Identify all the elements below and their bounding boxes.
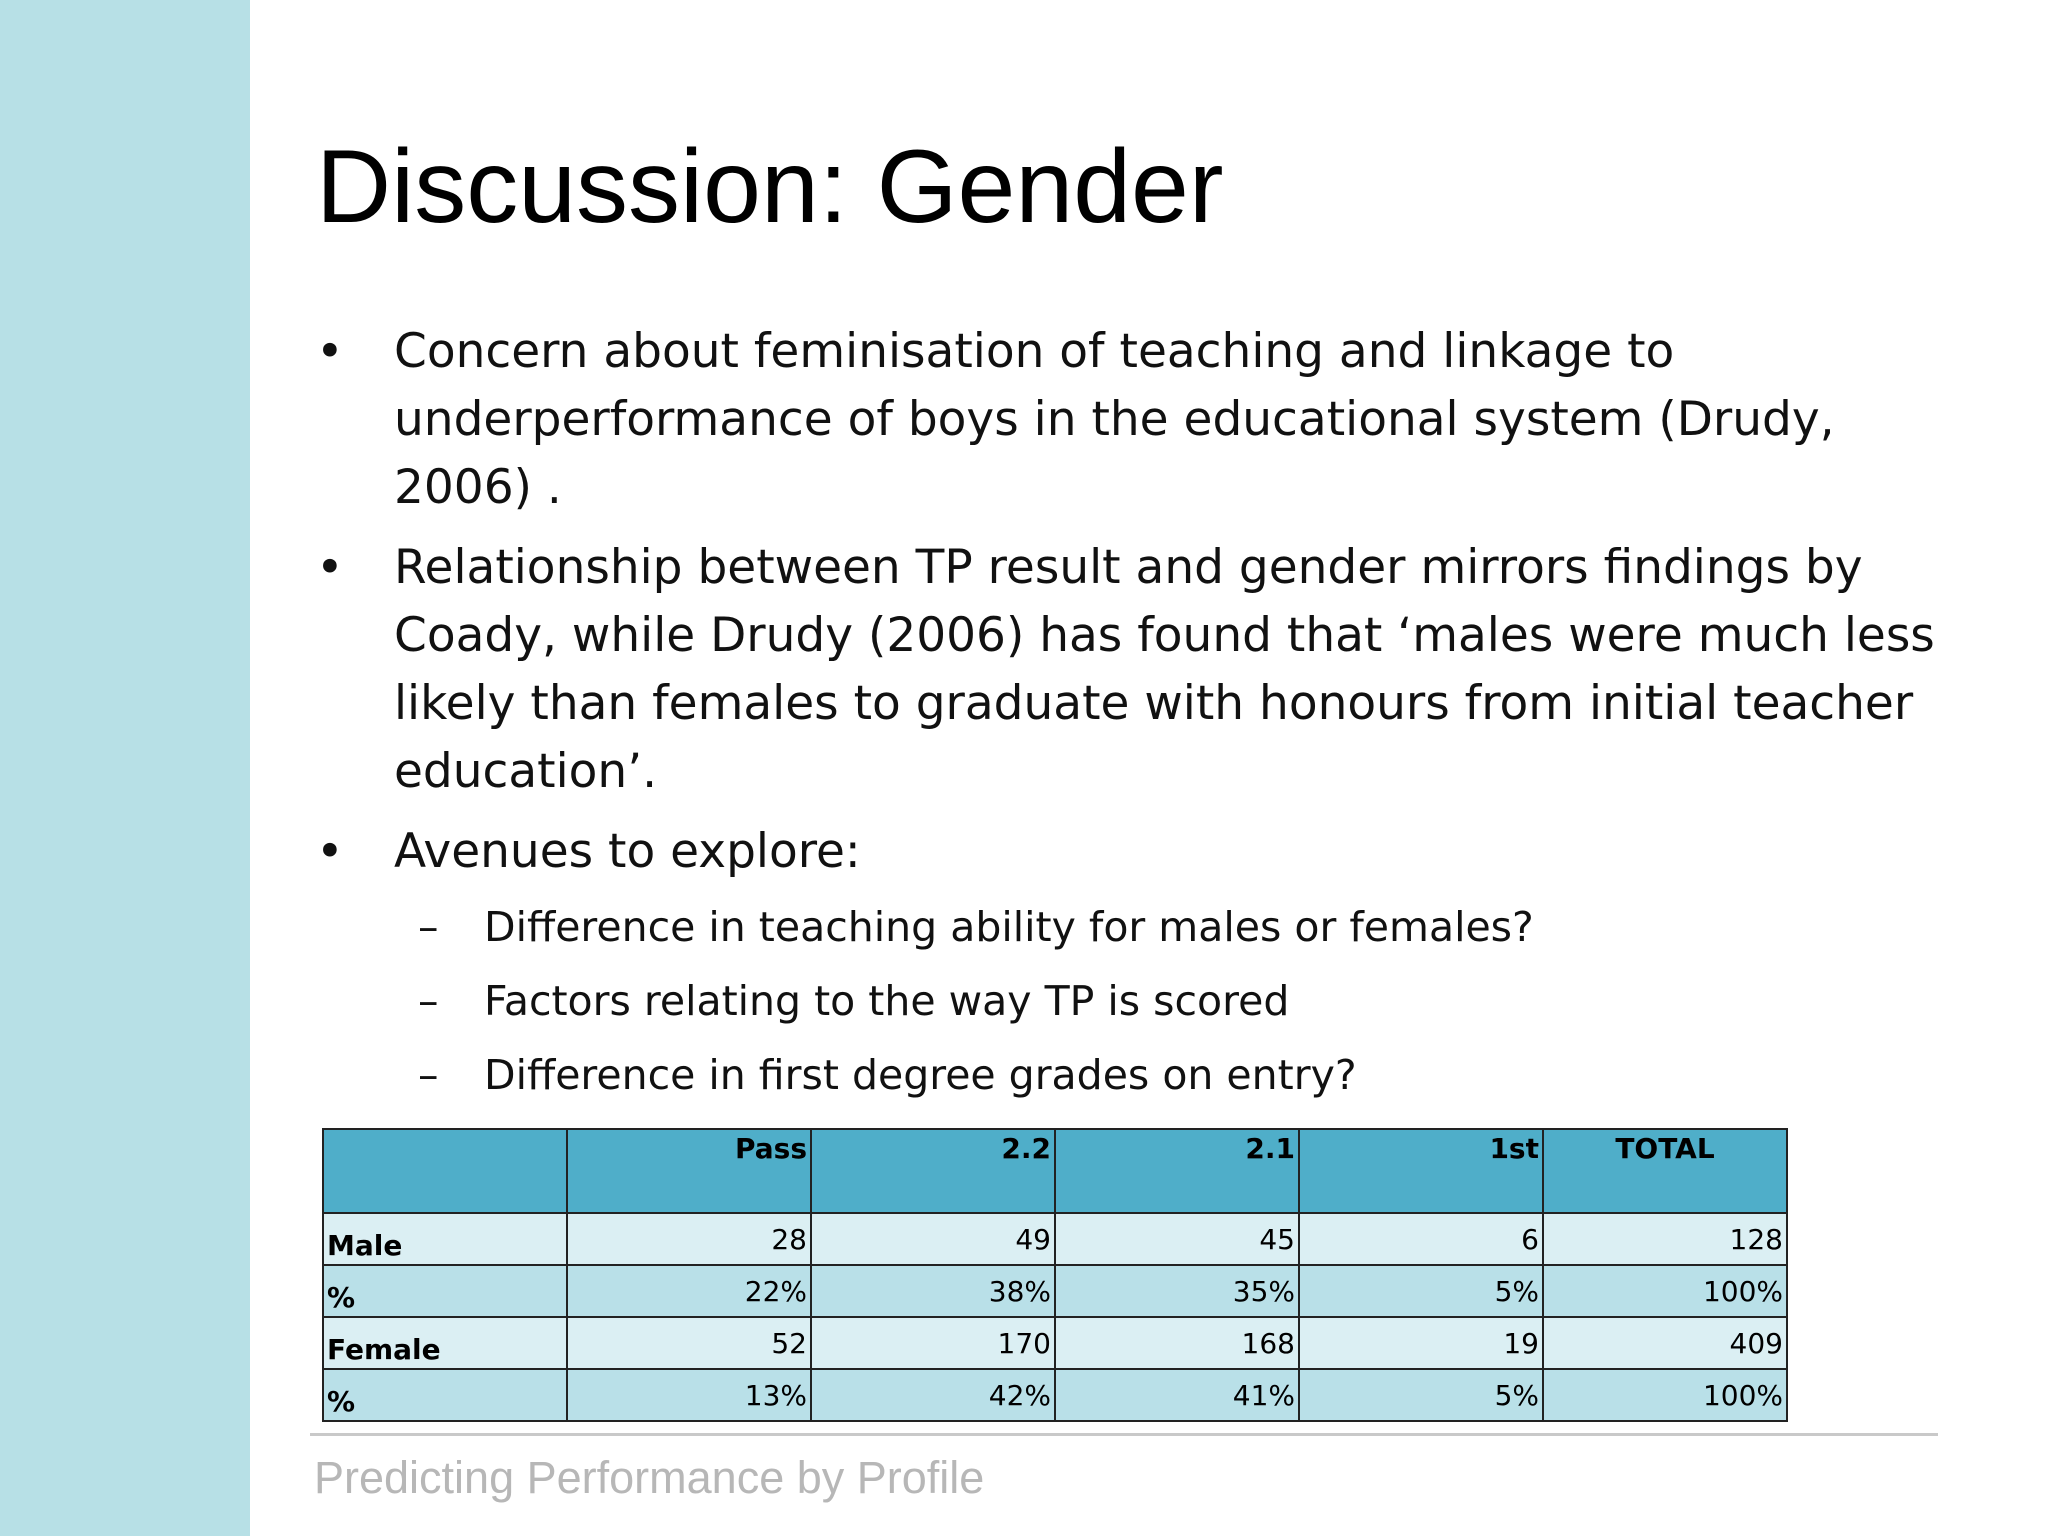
sidebar-accent-bar bbox=[0, 0, 250, 1536]
slide-title: Discussion: Gender bbox=[316, 129, 1224, 245]
sub-bullet-text: Factors relating to the way TP is scored bbox=[484, 977, 1290, 1025]
bullet-text: Relationship between TP result and gender mirrors findings by Coady, while Drudy (2006) has found that ‘males were much less likely than females to graduate with honours from initial teacher education’. bbox=[394, 540, 1935, 799]
table-cell: 409 bbox=[1543, 1317, 1787, 1369]
table-cell: 28 bbox=[567, 1213, 811, 1265]
bullet-marker: • bbox=[316, 824, 344, 879]
table-row bbox=[323, 1369, 1787, 1421]
sub-bullet-item bbox=[316, 898, 1956, 956]
slide-footer: Predicting Performance by Profile bbox=[314, 1452, 985, 1503]
table-cell: 45 bbox=[1055, 1213, 1299, 1265]
table-cell: 41% bbox=[1055, 1369, 1299, 1421]
sub-bullet-text: Difference in first degree grades on entry? bbox=[484, 1051, 1357, 1099]
table-cell: 168 bbox=[1055, 1317, 1299, 1369]
footer-divider bbox=[310, 1433, 1938, 1436]
bullet-item bbox=[316, 534, 1956, 806]
table-cell: 100% bbox=[1543, 1265, 1787, 1317]
row-label: % bbox=[323, 1369, 567, 1421]
bullet-marker: • bbox=[316, 540, 344, 595]
row-label: % bbox=[323, 1265, 567, 1317]
table-cell: 49 bbox=[811, 1213, 1055, 1265]
table-row bbox=[323, 1317, 1787, 1369]
table-cell: 19 bbox=[1299, 1317, 1543, 1369]
table-cell: 38% bbox=[811, 1265, 1055, 1317]
table-cell: 170 bbox=[811, 1317, 1055, 1369]
table-cell: 22% bbox=[567, 1265, 811, 1317]
table-cell: 128 bbox=[1543, 1213, 1787, 1265]
sub-bullet-marker: – bbox=[418, 1051, 439, 1099]
header-cell: 2.1 bbox=[1055, 1129, 1299, 1213]
bullet-list bbox=[316, 318, 1956, 1120]
table-cell: 5% bbox=[1299, 1265, 1543, 1317]
row-label: Male bbox=[323, 1213, 567, 1265]
header-cell: Pass bbox=[567, 1129, 811, 1213]
table-cell: 35% bbox=[1055, 1265, 1299, 1317]
table-cell: 5% bbox=[1299, 1369, 1543, 1421]
sub-bullet-item bbox=[316, 972, 1956, 1030]
sub-bullet-marker: – bbox=[418, 903, 439, 951]
bullet-marker: • bbox=[316, 324, 344, 379]
bullet-item bbox=[316, 318, 1956, 522]
header-cell: TOTAL bbox=[1543, 1129, 1787, 1213]
table-header-row bbox=[323, 1129, 1787, 1213]
row-label: Female bbox=[323, 1317, 567, 1369]
bullet-text: Concern about feminisation of teaching and linkage to underperformance of boys in the educational system (Drudy, 2006) . bbox=[394, 324, 1835, 515]
header-cell: 2.2 bbox=[811, 1129, 1055, 1213]
header-cell: 1st bbox=[1299, 1129, 1543, 1213]
table-cell: 100% bbox=[1543, 1369, 1787, 1421]
grades-by-gender-table bbox=[322, 1128, 1788, 1422]
table-cell: 13% bbox=[567, 1369, 811, 1421]
table-row bbox=[323, 1213, 1787, 1265]
bullet-text: Avenues to explore: bbox=[394, 824, 861, 879]
bullet-item bbox=[316, 818, 1956, 886]
sub-bullet-marker: – bbox=[418, 977, 439, 1025]
table-row bbox=[323, 1265, 1787, 1317]
table-cell: 42% bbox=[811, 1369, 1055, 1421]
header-cell bbox=[323, 1129, 567, 1213]
table-cell: 6 bbox=[1299, 1213, 1543, 1265]
sub-bullet-item bbox=[316, 1046, 1956, 1104]
sub-bullet-text: Difference in teaching ability for males or females? bbox=[484, 903, 1534, 951]
table-cell: 52 bbox=[567, 1317, 811, 1369]
